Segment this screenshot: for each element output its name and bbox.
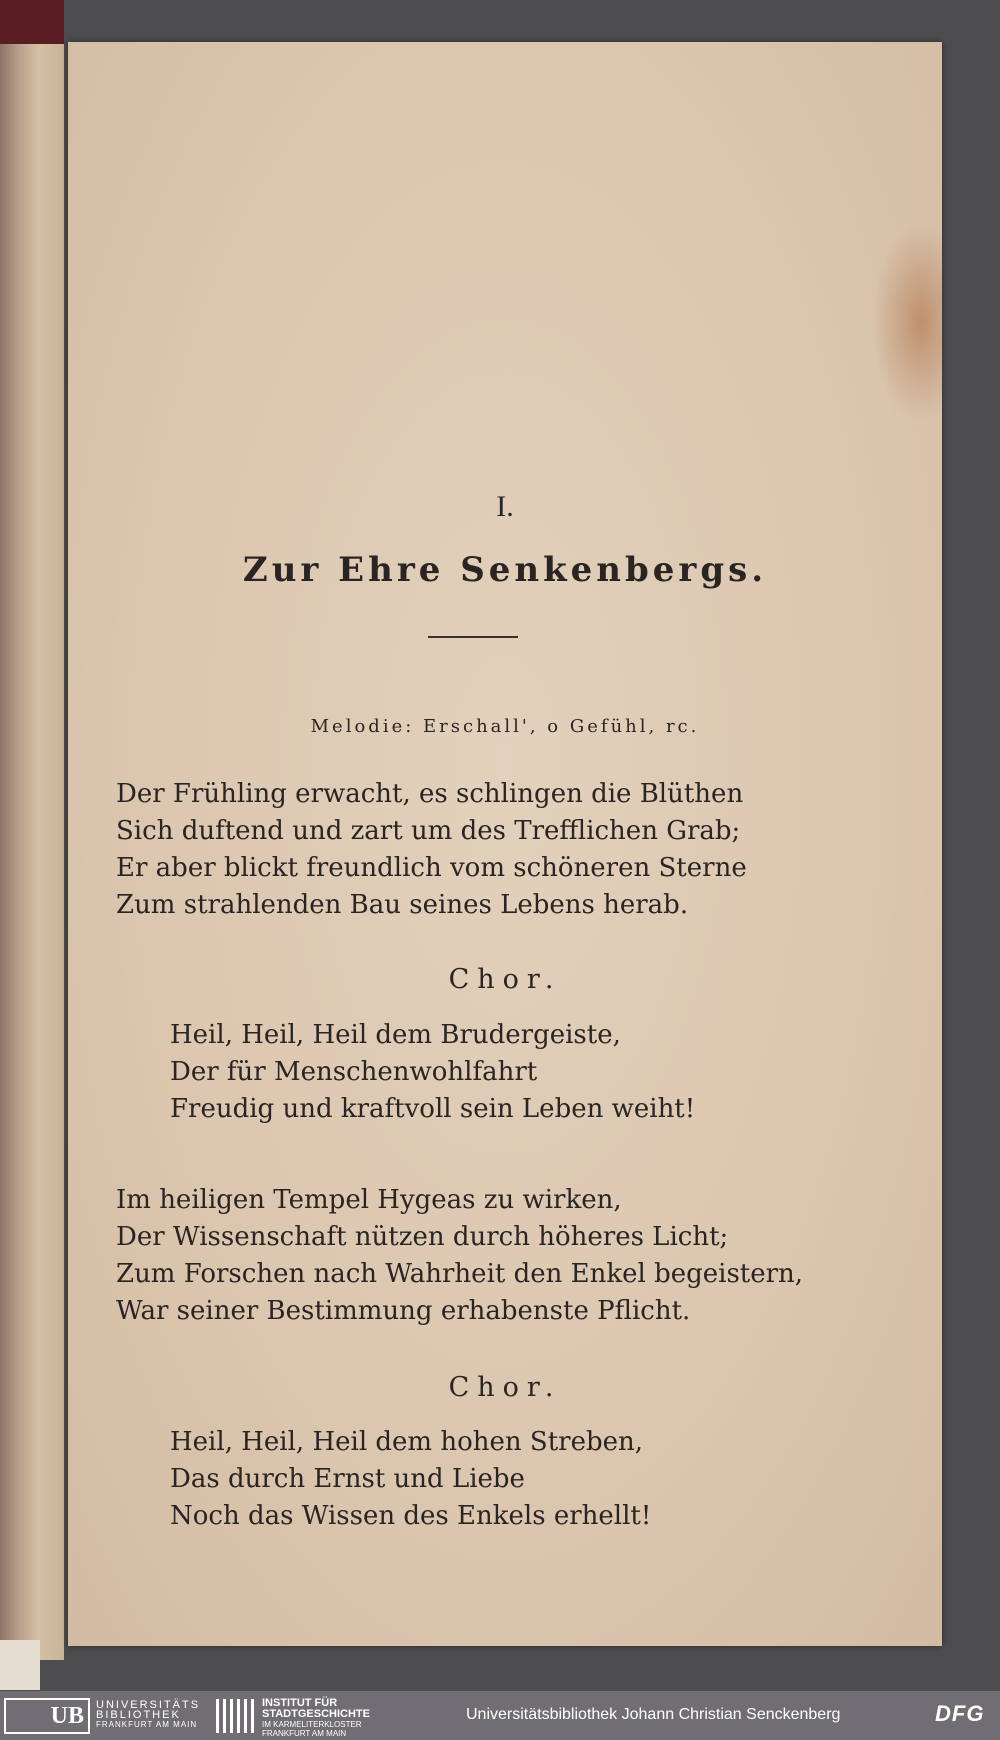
verse-line: Der Frühling erwacht, es schlingen die Blüthen (116, 779, 744, 809)
verse-line: Zum Forschen nach Wahrheit den Enkel begeistern, (116, 1259, 804, 1289)
footer-bar (0, 1691, 1000, 1740)
verse-line: Noch das Wissen des Enkels erhellt! (170, 1501, 652, 1531)
verse-line: Er aber blickt freundlich vom schöneren Sterne (116, 853, 747, 883)
institute-line: STADTGESCHICHTE (262, 1708, 370, 1720)
verse-line: War seiner Bestimmung erhabenste Pflicht. (116, 1296, 691, 1326)
institute-line: IM KARMELITERKLOSTER (262, 1720, 362, 1729)
ub-logo-text (96, 1700, 200, 1730)
verse-line: Der für Menschenwohlfahrt (170, 1057, 538, 1087)
page-edge (0, 1640, 40, 1690)
verse-line: Heil, Heil, Heil dem Brudergeiste, (170, 1020, 621, 1050)
paper-stain (872, 222, 942, 422)
ub-line: UNIVERSITÄTS (96, 1699, 201, 1711)
verse-line: Sich duftend und zart um des Trefflichen Grab; (116, 816, 741, 846)
ub-line: FRANKFURT AM MAIN (96, 1720, 198, 1729)
library-name[interactable]: Universitätsbibliothek Johann Christian Senckenberg (466, 1706, 841, 1723)
chorus-heading: Chor. (448, 1372, 562, 1403)
melody-note: Melodie: Erschall', o Gefühl, rc. (310, 716, 700, 737)
verse-line: Der Wissenschaft nützen durch höheres Licht; (116, 1222, 729, 1252)
chorus-heading: Chor. (448, 964, 562, 995)
institute-line: INSTITUT FÜR (262, 1697, 338, 1709)
verse-line: Zum strahlenden Bau seines Lebens herab. (116, 890, 689, 920)
stanza-2 (116, 1182, 803, 1330)
ub-line: BIBLIOTHEK (96, 1709, 181, 1721)
institute-line: FRANKFURT AM MAIN (262, 1729, 347, 1738)
ub-logo[interactable]: UB (4, 1698, 90, 1734)
institute-logo-text (262, 1698, 370, 1738)
poem-title: Zur Ehre Senkenbergs. (242, 550, 768, 590)
chorus-1 (170, 1017, 695, 1128)
stanza-1 (116, 776, 747, 924)
poem-number: I. (496, 490, 514, 523)
book-spine (0, 0, 64, 1660)
verse-line: Heil, Heil, Heil dem hohen Streben, (170, 1427, 644, 1457)
book-cover-edge (0, 0, 64, 44)
verse-line: Im heiligen Tempel Hygeas zu wirken, (116, 1185, 622, 1215)
chorus-2 (170, 1424, 651, 1535)
dfg-logo[interactable]: DFG (935, 1701, 985, 1726)
title-divider (428, 636, 518, 638)
institute-logo-icon[interactable] (214, 1699, 254, 1733)
verse-line: Freudig und kraftvoll sein Leben weiht! (170, 1094, 696, 1124)
verse-line: Das durch Ernst und Liebe (170, 1464, 525, 1494)
book-page (68, 42, 942, 1646)
